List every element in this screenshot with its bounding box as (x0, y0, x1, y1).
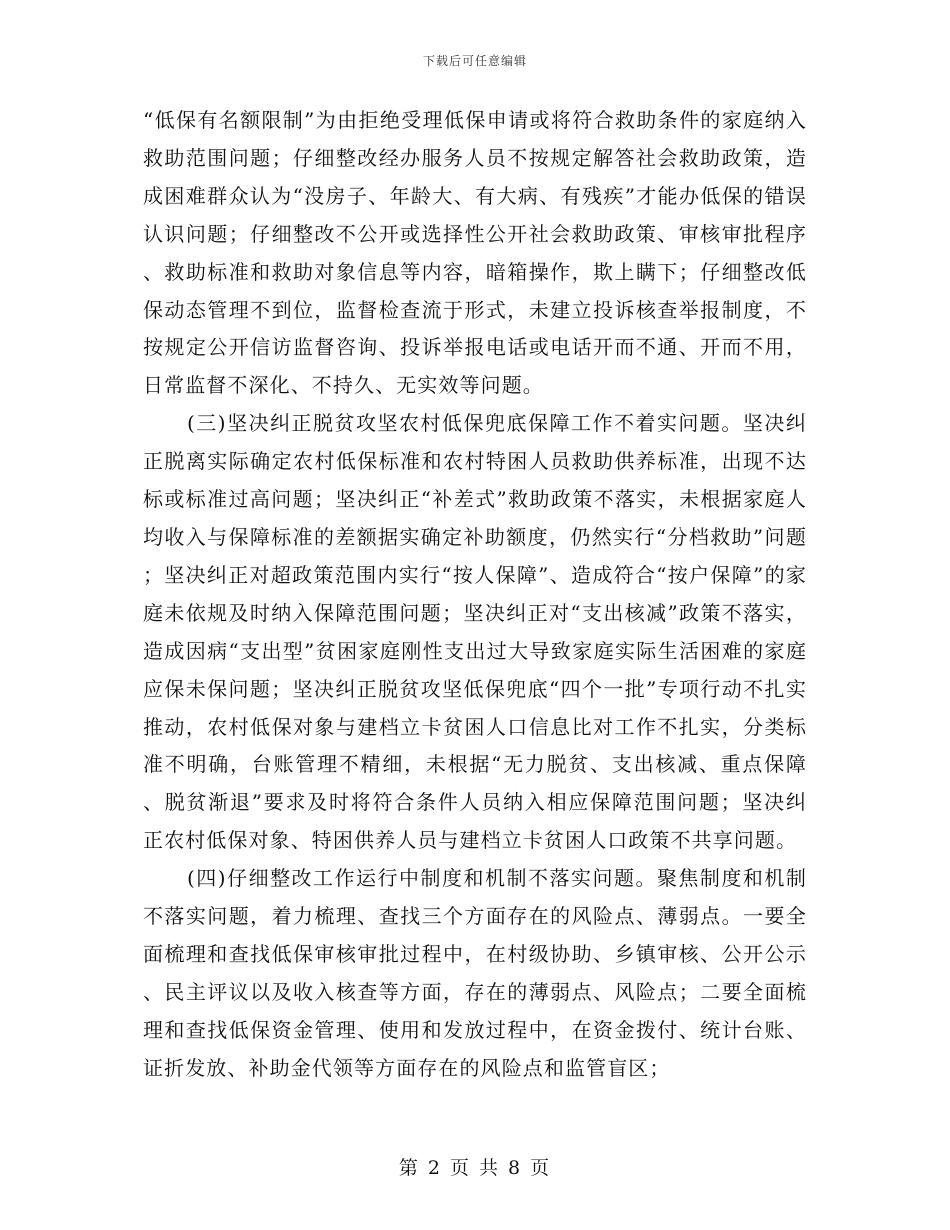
paragraph-continued: “低保有名额限制”为由拒绝受理低保申请或将符合救助条件的家庭纳入救助范围问题；仔细整改经办服务人员不按规定解答社会救助政策，造成困难群众认为“没房子、年龄大、有大病、有残疾”才能办低保的错误认识问题；仔细整改不公开或选择性公开社会救助政策、审核审批程序、救助标准和救助对象信息等内容，暗箱操作，欺上瞒下；仔细整改低保动态管理不到位，监督检查流于形式，未建立投诉核查举报制度，不按规定公开信访监督咨询、投诉举报电话或电话开而不通、开而不用，日常监督不深化、不持久、无实效等问题。 (143, 108, 807, 398)
paragraph-section-3: (三)坚决纠正脱贫攻坚农村低保兜底保障工作不着实问题。坚决纠正脱离实际确定农村低保标准和农村特困人员救助供养标准，出现不达标或标准过高问题；坚决纠正“补差式”救助政策不落实，未根据家庭人均收入与保障标准的差额据实确定补助额度，仍然实行“分档救助”问题；坚决纠正对超政策范围内实行“按人保障”、造成符合“按户保障”的家庭未依规及时纳入保障范围问题；坚决纠正对“支出核减”政策不落实，造成因病“支出型”贫困家庭刚性支出过大导致家庭实际生活困难的家庭应保未保问题；坚决纠正脱贫攻坚低保兜底“四个一批”专项行动不扎实推动，农村低保对象与建档立卡贫困人口信息比对工作不扎实，分类标准不明确，台账管理不精细，未根据“无力脱贫、支出核减、重点保障、脱贫渐退”要求及时将符合条件人员纳入相应保障范围问题；坚决纠正农村低保对象、特困供养人员与建档立卡贫困人口政策不共享问题。 (143, 411, 807, 853)
page-number-footer: 第 2 页 共 8 页 (398, 1157, 552, 1179)
document-body (143, 102, 807, 1088)
paragraph-section-4: (四)仔细整改工作运行中制度和机制不落实问题。聚焦制度和机制不落实问题，着力梳理、查找三个方面存在的风险点、薄弱点。一要全面梳理和查找低保审核审批过程中，在村级协助、乡镇审核、公开公示、民主评议以及收入核查等方面，存在的薄弱点、风险点；二要全面梳理和查找低保资金管理、使用和发放过程中，在资金拨付、统计台账、证折发放、补助金代领等方面存在的风险点和监管盲区； (143, 866, 807, 1080)
page-header: 下载后可任意编辑 (422, 54, 527, 68)
